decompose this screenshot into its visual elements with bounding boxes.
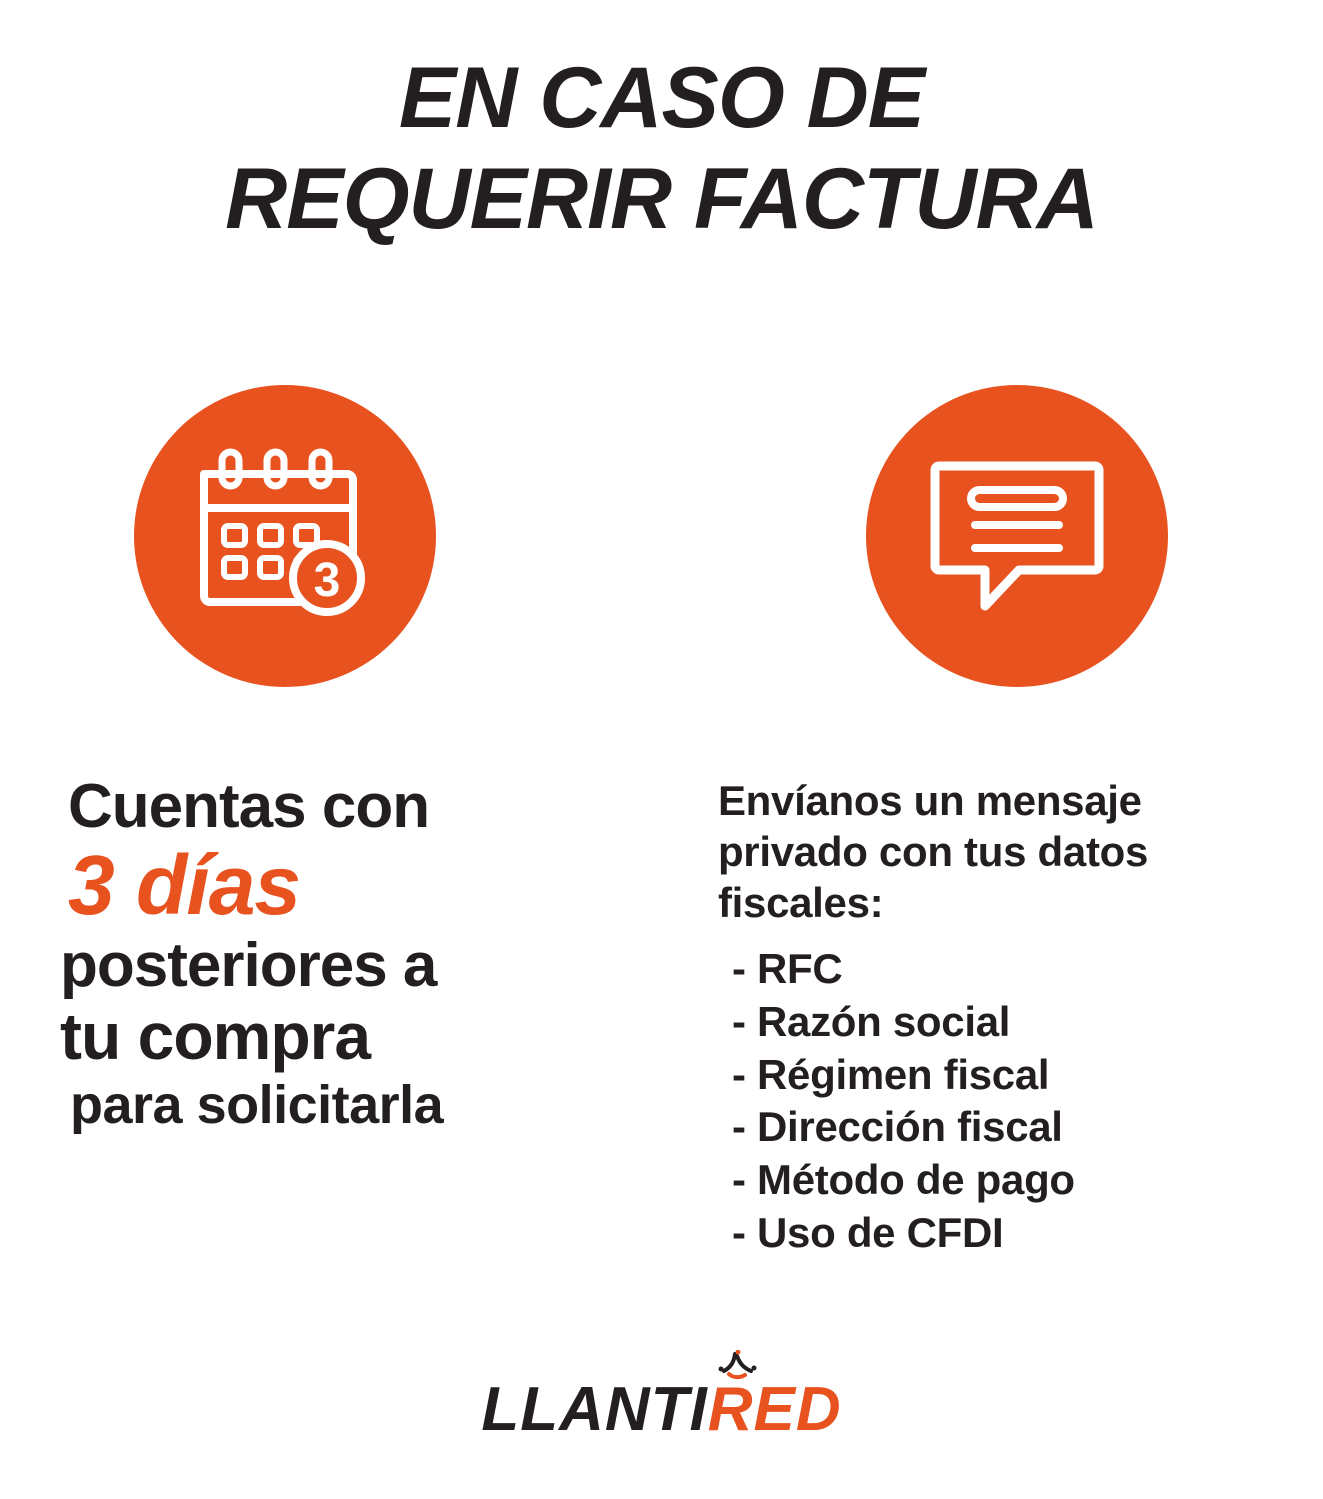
left-text-line-2: posteriores a (60, 930, 437, 1000)
brand-logo (0, 1350, 1323, 1444)
logo-text-accent: RED (707, 1375, 842, 1444)
page-title-line-2: REQUERIR FACTURA (225, 151, 1098, 248)
chat-bubble-icon (927, 454, 1107, 619)
page-title (0, 48, 1323, 251)
left-column (0, 385, 688, 1133)
list-item: - Régimen fiscal (731, 1050, 1050, 1098)
left-text-line-1: Cuentas con (68, 772, 430, 841)
logo-text (481, 1375, 842, 1444)
svg-text:3: 3 (313, 554, 341, 607)
fiscal-data-list (718, 943, 1323, 1260)
left-text-highlight: 3 días (68, 838, 301, 933)
list-item: - Método de pago (731, 1156, 1075, 1204)
page-title-line-1: EN CASO DE (398, 50, 925, 146)
calendar-3-icon (190, 446, 380, 626)
right-intro-text: Envíanos un mensaje privado con tus datos fiscales: (717, 777, 1149, 927)
list-item: - Uso de CFDI (731, 1209, 1004, 1257)
calendar-icon-badge (134, 385, 436, 687)
left-text-block (60, 772, 688, 1135)
right-column (688, 385, 1323, 1260)
list-item: - Razón social (731, 997, 1011, 1045)
list-item: - Dirección fiscal (731, 1103, 1063, 1151)
list-item: - RFC (731, 944, 843, 992)
content-columns (0, 385, 1323, 1260)
right-text-block (718, 775, 1323, 1260)
left-text-line-4: para solicitarla (70, 1074, 444, 1135)
left-text-line-3: tu compra (60, 999, 371, 1074)
chat-icon-badge (866, 385, 1168, 687)
logo-text-dark: LLANTI (481, 1375, 708, 1444)
